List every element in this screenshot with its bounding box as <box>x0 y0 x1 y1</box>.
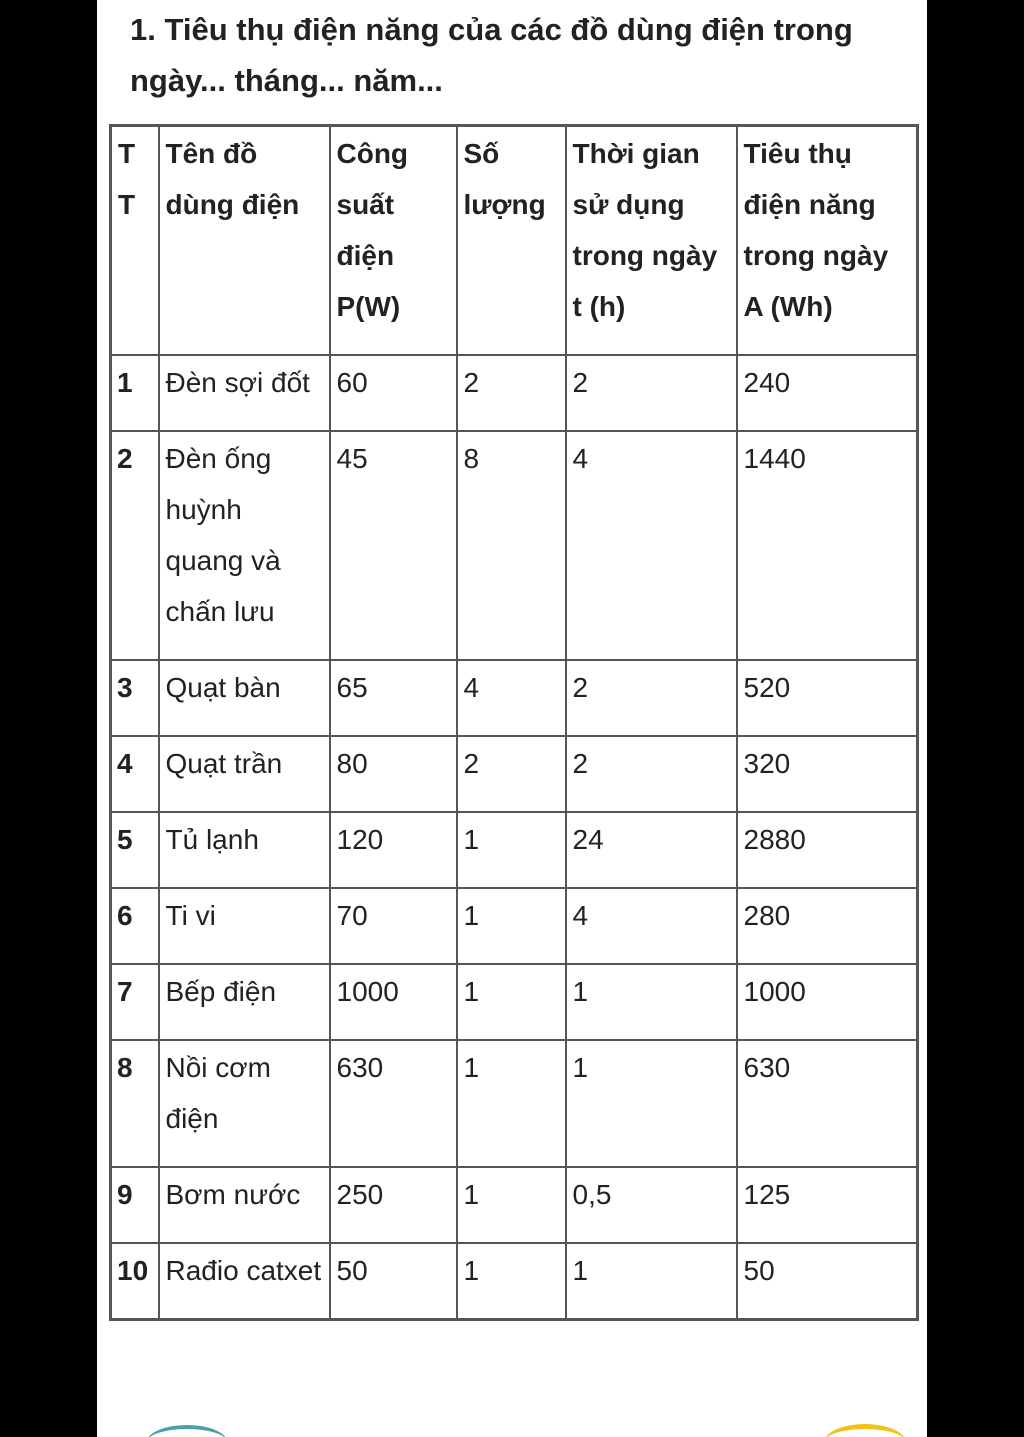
energy-value: 125 <box>737 1167 918 1243</box>
row-number: 4 <box>111 736 159 812</box>
quantity-value: 1 <box>457 888 566 964</box>
quantity-value: 8 <box>457 431 566 660</box>
table-row <box>111 355 918 431</box>
power-value: 1000 <box>330 964 457 1040</box>
row-number: 1 <box>111 355 159 431</box>
device-name: Đèn ống huỳnh quang và chấn lưu <box>159 431 330 660</box>
row-number: 2 <box>111 431 159 660</box>
power-value: 630 <box>330 1040 457 1167</box>
section-heading: 1. Tiêu thụ điện năng của các đồ dùng điện trong ngày... tháng... năm... <box>130 12 853 98</box>
header-energy-consumption: Tiêu thụ điện năng trong ngày A (Wh) <box>737 126 918 356</box>
device-name: Nồi cơm điện <box>159 1040 330 1167</box>
usage-time-value: 1 <box>566 1040 737 1167</box>
table-row <box>111 660 918 736</box>
decorative-circle <box>147 1425 227 1437</box>
header-power: Công suất điện P(W) <box>330 126 457 356</box>
row-number: 7 <box>111 964 159 1040</box>
table-row <box>111 1040 918 1167</box>
quantity-value: 1 <box>457 1167 566 1243</box>
header-usage-time: Thời gian sử dụng trong ngày t (h) <box>566 126 737 356</box>
energy-value: 280 <box>737 888 918 964</box>
energy-value: 1000 <box>737 964 918 1040</box>
usage-time-value: 2 <box>566 355 737 431</box>
row-number: 8 <box>111 1040 159 1167</box>
table-row <box>111 812 918 888</box>
energy-value: 50 <box>737 1243 918 1320</box>
table-row <box>111 1167 918 1243</box>
device-name: Bếp điện <box>159 964 330 1040</box>
power-value: 65 <box>330 660 457 736</box>
table-body <box>111 355 918 1320</box>
quantity-value: 1 <box>457 812 566 888</box>
table-row <box>111 736 918 812</box>
power-value: 250 <box>330 1167 457 1243</box>
quantity-value: 1 <box>457 1040 566 1167</box>
power-value: 50 <box>330 1243 457 1320</box>
usage-time-value: 4 <box>566 888 737 964</box>
device-name: Quạt bàn <box>159 660 330 736</box>
usage-time-value: 24 <box>566 812 737 888</box>
row-number: 10 <box>111 1243 159 1320</box>
device-name: Tủ lạnh <box>159 812 330 888</box>
row-number: 6 <box>111 888 159 964</box>
quantity-value: 4 <box>457 660 566 736</box>
electricity-usage-table <box>109 124 919 1321</box>
power-value: 120 <box>330 812 457 888</box>
power-value: 60 <box>330 355 457 431</box>
energy-value: 2880 <box>737 812 918 888</box>
power-value: 80 <box>330 736 457 812</box>
header-quantity: Số lượng <box>457 126 566 356</box>
usage-time-value: 4 <box>566 431 737 660</box>
table-row <box>111 964 918 1040</box>
device-name: Bơm nước <box>159 1167 330 1243</box>
row-number: 5 <box>111 812 159 888</box>
table-header-row <box>111 126 918 356</box>
table-row <box>111 431 918 660</box>
quantity-value: 1 <box>457 1243 566 1320</box>
energy-value: 520 <box>737 660 918 736</box>
usage-time-value: 2 <box>566 660 737 736</box>
energy-value: 320 <box>737 736 918 812</box>
row-number: 3 <box>111 660 159 736</box>
usage-time-value: 1 <box>566 1243 737 1320</box>
row-number: 9 <box>111 1167 159 1243</box>
usage-time-value: 2 <box>566 736 737 812</box>
quantity-value: 2 <box>457 355 566 431</box>
usage-time-value: 0,5 <box>566 1167 737 1243</box>
device-name: Ti vi <box>159 888 330 964</box>
header-device-name: Tên đồ dùng điện <box>159 126 330 356</box>
table-row <box>111 1243 918 1320</box>
energy-value: 240 <box>737 355 918 431</box>
decorative-circle <box>825 1424 905 1437</box>
usage-time-value: 1 <box>566 964 737 1040</box>
energy-value: 1440 <box>737 431 918 660</box>
power-value: 70 <box>330 888 457 964</box>
header-tt: TT <box>111 126 159 356</box>
device-name: Đèn sợi đốt <box>159 355 330 431</box>
quantity-value: 1 <box>457 964 566 1040</box>
table-row <box>111 888 918 964</box>
power-value: 45 <box>330 431 457 660</box>
energy-value: 630 <box>737 1040 918 1167</box>
document-page <box>97 0 927 1437</box>
quantity-value: 2 <box>457 736 566 812</box>
device-name: Quạt trần <box>159 736 330 812</box>
device-name: Rađio catxet <box>159 1243 330 1320</box>
